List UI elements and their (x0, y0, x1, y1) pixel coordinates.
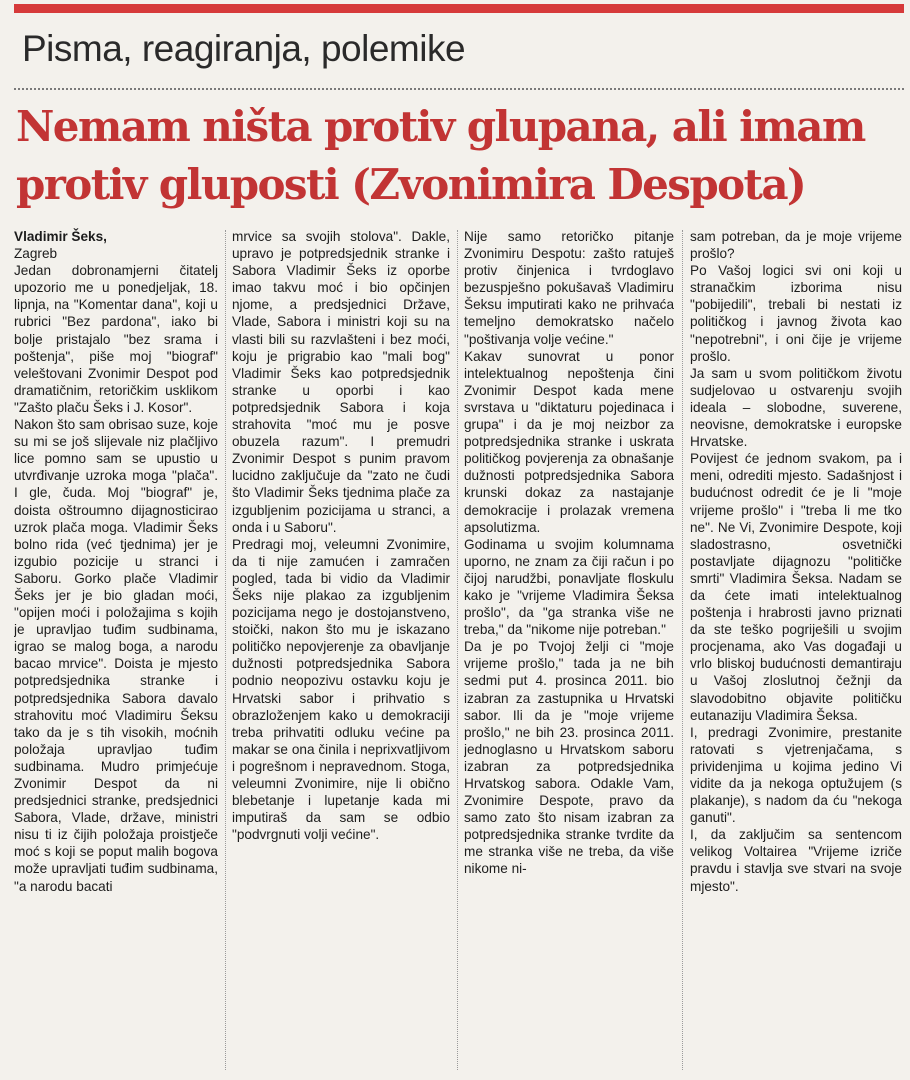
paragraph: Da je po Tvojoj želji ci "moje vrijeme prošlo," tada ja ne bih sedmi put 4. prosinca 2011. bio izabran za zastupnika u Hrvatski sabor. Ili da je "moje vrijeme prošlo," ne bih 23. prosinca 2011. jednoglasno u Hrvatskom saboru izabran za potpredsjednika Hrvatskog sabora. Odakle Vam, Zvonimire Despote, pravo da samo zato što nisam izabran za potpredsjednika stranke tvrdite da me stranka više ne treba, da više nikome ni- (464, 639, 674, 877)
paragraph: mrvice sa svojih stolova". Dakle, upravo je potpredsjednik stranke i Sabora Vladimir Šeks iz oporbe imao takvu moć i bio opčinjen njome, a predsjednici Države, Vlade, Sabora i ministri koji su na vlasti bili su razvlašteni i bez moći, koju je prigrabio kao "mali bog" Vladimir Šeks kao potpredsjednik stranke u oporbi i kao potpredsjednik Sabora i koja strahovita "moć mu je posve obuzela razum". I premudri Zvonimir Despot s punim pravom lucidno zaključuje da "zato ne čudi što Vladimir Šeks tjednima plače za izgubljenim pozicijama u stranci, a onda i u Saboru". (232, 229, 450, 535)
paragraph: Po Vašoj logici svi oni koji u stranačkim izborima nisu "pobijedili", trebali bi nestati iz političkog i javnog života kao "nepotrebni", i oni čije je vrijeme prošlo. (690, 263, 902, 364)
column-divider (457, 230, 458, 1070)
paragraph: Kakav sunovrat u ponor intelektualnog nepoštenja čini Zvonimir Despot kada mene svrstava u "diktaturu pojedinaca i grupa" i da je moj neizbor za potpredsjednika stranke i uskrata političkog povjerenja za obnašanje dužnosti potpredsjednika Sabora krunski dokaz za nastajanje demokracije i prolazak vremena apsolutizma. (464, 348, 674, 535)
article-column-2 (232, 228, 450, 1073)
paragraph: I, da zaključim sa sentencom velikog Voltairea "Vrijeme izriče pravdu i stavlja sve stvari na svoje mjesto". (690, 827, 902, 894)
author-city: Zagreb (14, 246, 58, 262)
dotted-divider (14, 88, 904, 90)
article-column-1 (14, 228, 218, 1073)
article-column-3 (464, 228, 674, 1073)
paragraph: Ja sam u svom političkom životu sudjelovao u ostvarenju svojih ideala – slobodne, suverene, neovisne, demokratske i europske Hrvatske. (690, 365, 902, 450)
headline: Nemam ništa protiv glupana, ali imam protiv gluposti (Zvonimira Despota) (16, 102, 865, 209)
author-name: Vladimir Šeks, (14, 229, 107, 244)
section-title: Pisma, reagiranja, polemike (22, 28, 466, 69)
paragraph: Godinama u svojim kolumnama uporno, ne znam za čiji račun i po čijoj narudžbi, ponavljate floskulu kako je "vrijeme Vladimira Šeksa prošlo", da "ga stranka više ne treba," da "nikome nije potreban." (464, 536, 674, 638)
paragraph: Nije samo retoričko pitanje Zvonimiru Despotu: zašto ratuješ protiv činjenica i tvrdoglavo bezuspješno pokušavaš Vladimiru Šeksu imputirati kako ne prihvaća temeljno demokratsko načelo "poštivanja volje većine." (464, 229, 674, 347)
article-column-4 (690, 228, 902, 1073)
column-divider (225, 230, 226, 1070)
paragraph: I, predragi Zvonimire, prestanite ratovati s vjetrenjačama, s prividenjima u kojima jedino Vi vidite da ja nekoga optužujem (s plakanje), s nadom da ću "nekoga ganuti". (690, 724, 902, 826)
paragraph: Nakon što sam obrisao suze, koje su mi se još slijevale niz plačljivo lice pomno sam se upustio u utvrđivanje uzroka moga "plača". I gle, čuda. Moj "biograf" je, doista oštroumno dijagnosticirao uzrok plača moga. Vladimir Šeks bolno rida (već tjednima) jer je izgubio pozicije u stranci i Saboru. Gorko plače Vladimir Šeks jer je bio gladan moći, "opijen moći i položajima s kojih je upravljao tuđim sudbinama, igrao se malog boga, a narodu bacao mrvice". Doista je mjesto potpredsjednika stranke i potpredsjednika Sabora davalo strahovitu moć Vladimiru Šeksu tako da je s tih visokih, moćnih položaja upravljao tuđim sudbinama. Mudro primjećuje Zvonimir Despot da ni predsjednici stranke, predsjednici Sabora, Vlade, države, ministri nisu ti iz čijih položaja proistječe moć s koji se poput malih bogova može upravljati tuđim sudbinama, "a narodu bacati (14, 417, 218, 894)
column-divider (682, 230, 683, 1070)
paragraph: Jedan dobronamjerni čitatelj upozorio me u ponedjeljak, 18. lipnja, na "Komentar dana", koji u rubrici "Bez pardona", iako bi bolje pristajalo "bez srama i poštenja", piše moj "biograf" veleštovani Zvonimir Despot pod dramatičnim, retoričkim usklikom "Zašto plaču Šeks i J. Kosor". (14, 263, 218, 415)
top-red-bar (14, 4, 904, 13)
paragraph: sam potreban, da je moje vrijeme prošlo? (690, 229, 902, 262)
paragraph: Predragi moj, veleumni Zvonimire, da ti nije zamućen i zamračen pogled, tada bi vidio da Vladimir Šeks nije plakao za izgubljenim pozicijama nego je dostojanstveno, stoički, nakon što mu je iskazano političko nepovjerenje za obavljanje dužnosti potpredsjednika Sabora podnio neopozivu ostavku koju je Hrvatski sabor i prihvatio s obrazloženjem kako u demokraciji treba prihvatiti odluku većine pa makar se ona činila i nepriхvatljivom i pogrešnom i nepravednom. Stoga, veleumni Zvonimire, nije li obično blebetanje i lupetanje kada mi imputiraš da sam se odbio "podvrgnuti volji većine". (232, 536, 450, 843)
paragraph: Povijest će jednom svakom, pa i meni, odrediti mjesto. Sadašnjost i budućnost odredit će je li "moje vrijeme prošlo" i "treba li me tko ne". Ne Vi, Zvonimire Despote, koji sladostrasno, osvetnički postavljate dijagnozu "političke smrti" Vladimira Šeksa. Nadam se da ćete imati intelektualnog poštenja i hrabrosti javno priznati da ste teško pogriješili u svojim procjenama, ako Vas događaji u vrlo bliskoj budućnosti demantiraju u Vašoj zloslutnoj čežnji da slavodobitno objavite političku eutanaziju Vladimira Šeksa. (690, 451, 902, 723)
